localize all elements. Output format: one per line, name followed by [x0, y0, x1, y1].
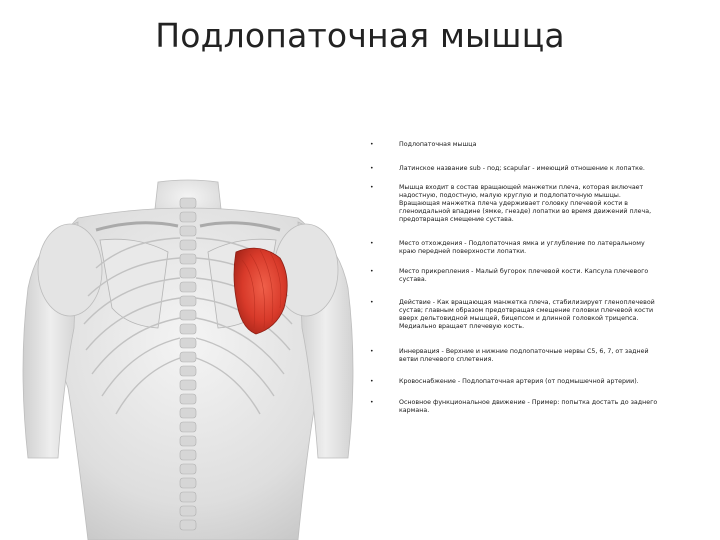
list-item: [370, 184, 692, 224]
list-item: [370, 141, 692, 149]
bullet-dot: •: [370, 399, 374, 406]
list-item: [370, 240, 692, 256]
bullet-dot: •: [370, 268, 374, 275]
list-item: [370, 348, 692, 364]
slide-title: Подлопаточная мышца: [155, 16, 565, 55]
list-item-text: Место отхождения - Подлопаточная ямка и углубление по латеральному краю передней поверхности лопатки.: [399, 240, 645, 255]
list-item: [370, 378, 692, 386]
list-item: [370, 299, 692, 331]
list-item-text: Кровоснабжение - Подлопаточная артерия (от подмышечной артерии).: [399, 378, 639, 385]
left-deltoid-shape: [38, 224, 102, 316]
list-item-text: Действие - Как вращающая манжетка плеча, стабилизирует гленоплечевой сустав; главным образом предотвращая смещение головки плечевой кости вверх дельтовидной мышцей, бицепсом и длинной головкой трицепса. Медиально вращает плечевую кость.: [399, 299, 655, 330]
list-item-text: Мышца входит в состав вращающей манжетки плеча, которая включает надостную, подостную, малую круглую и подлопаточную мышцы. Вращающая манжетка плеча удерживает головку плечевой кости в гленоидальной впадине (ямке, гнезде) лопатки во время движений плеча, предотвращая смещение сустава.: [399, 184, 652, 223]
bullet-dot: •: [370, 348, 374, 355]
list-item-text: Латинское название sub - под; scapular - имеющий отношение к лопатке.: [399, 165, 645, 172]
list-item: [370, 399, 692, 415]
bullet-dot: •: [370, 378, 374, 385]
list-item-text: Иннервация - Верхние и нижние подлопаточные нервы C5, 6, 7, от задней ветви плечевого сплетения.: [399, 348, 649, 363]
list-item-text: Основное функциональное движение - Пример: попытка достать до заднего кармана.: [399, 399, 658, 414]
bullet-dot: •: [370, 141, 374, 148]
bullet-dot: •: [370, 240, 374, 247]
anatomy-illustration: [18, 178, 358, 540]
bullet-dot: •: [370, 165, 374, 172]
bullet-dot: •: [370, 299, 374, 306]
list-item: [370, 165, 692, 173]
list-item-text: Место прикрепления - Малый бугорок плечевой кости. Капсула плечевого сустава.: [399, 268, 649, 283]
list-item: [370, 268, 692, 284]
bullet-dot: •: [370, 184, 374, 191]
list-item-text: Подлопаточная мышца: [399, 141, 477, 148]
